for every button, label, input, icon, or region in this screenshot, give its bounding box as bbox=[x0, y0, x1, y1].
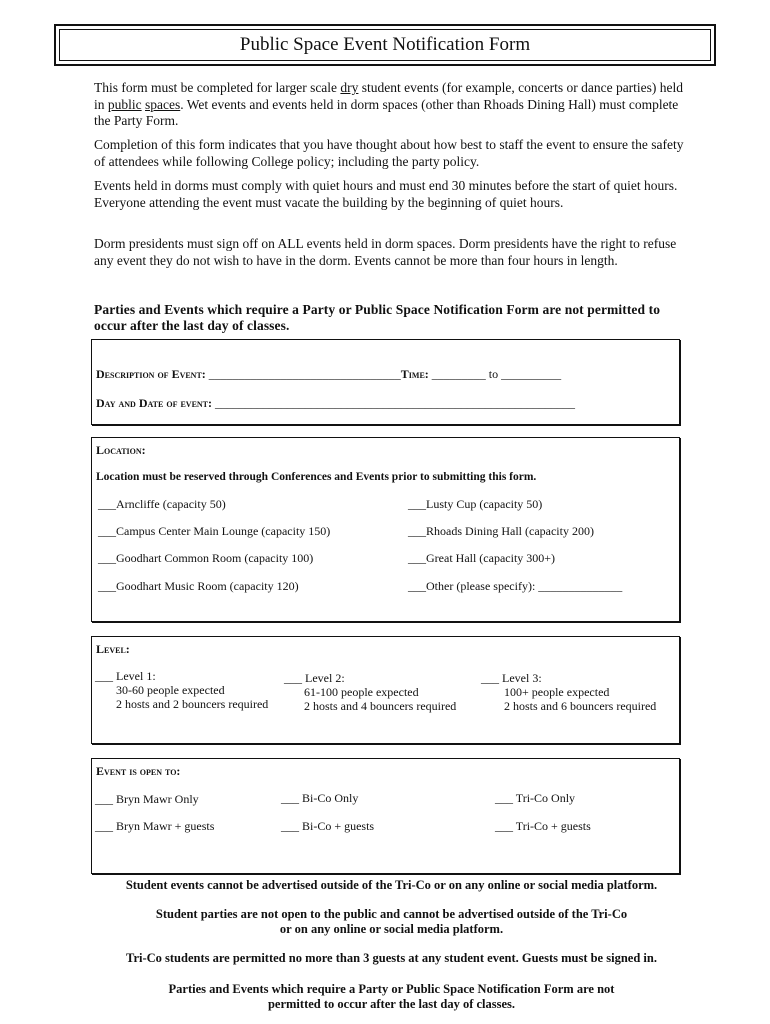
level-2-staff: 2 hosts and 4 bouncers required bbox=[304, 699, 457, 713]
open-to-bryn-mawr-only[interactable]: ___ Bryn Mawr Only bbox=[95, 792, 199, 806]
open-to-heading: Event is open to: bbox=[96, 764, 181, 778]
open-to-tri-co-only[interactable]: ___ Tri-Co Only bbox=[495, 791, 576, 805]
intro-text: student events (for example, concerts or dance parties) held in bbox=[94, 80, 684, 112]
level-1-option[interactable] bbox=[95, 669, 268, 711]
location-option-great-hall[interactable]: ___Great Hall (capacity 300+) bbox=[408, 551, 556, 565]
footer-note-public bbox=[94, 907, 689, 937]
date-row bbox=[96, 396, 575, 411]
open-to-tri-co-guests[interactable]: ___ Tri-Co + guests bbox=[495, 819, 591, 833]
title-box bbox=[54, 24, 716, 66]
description-row bbox=[96, 367, 561, 382]
intro-text: Events held in dorms must comply with quiet hours and must end 30 minutes before the start of quiet hours. Everyone attending the event must vacate the building by the beginning of quiet hours. bbox=[94, 178, 678, 210]
footer-line: Student parties are not open to the public and cannot be advertised outside of the Tri-Co bbox=[155, 907, 628, 921]
location-option-goodhart-music[interactable]: ___Goodhart Music Room (capacity 120) bbox=[98, 579, 299, 593]
intro-public: public bbox=[107, 96, 142, 112]
level-1-staff: 2 hosts and 2 bouncers required bbox=[116, 697, 269, 711]
footer-note-guests: Tri-Co students are permitted no more than 3 guests at any student event. Guests must be signed in. bbox=[126, 951, 657, 965]
level-2-people: 61-100 people expected bbox=[304, 685, 419, 699]
intro-text: This form must be completed for larger scale bbox=[94, 80, 341, 95]
location-option-lusty-cup[interactable]: ___Lusty Cup (capacity 50) bbox=[408, 497, 543, 511]
location-box bbox=[91, 437, 680, 622]
location-note: Location must be reserved through Conferences and Events prior to submitting this form. bbox=[96, 471, 537, 483]
restriction-note: Parties and Events which require a Party or Public Space Notification Form are not permitted to occur after the last day of classes. bbox=[94, 302, 661, 333]
time-to-label: to bbox=[488, 367, 499, 381]
intro-text: . Wet events and events held in dorm spaces (other than Rhoads Dining Hall) must complete the Party Form. bbox=[94, 96, 679, 128]
level-1-people: 30-60 people expected bbox=[116, 683, 225, 697]
level-3-staff: 2 hosts and 6 bouncers required bbox=[504, 699, 657, 713]
open-to-bi-co-only[interactable]: ___ Bi-Co Only bbox=[281, 791, 359, 805]
location-option-other[interactable]: ___Other (please specify): ______________ bbox=[408, 579, 623, 593]
intro-text: Dorm presidents must sign off on ALL events held in dorm spaces. Dorm presidents have the right to refuse any event they do not wish to have in the dorm. Events cannot be more than four hours in length. bbox=[94, 236, 677, 268]
page-title: Public Space Event Notification Form bbox=[59, 29, 711, 61]
open-to-bryn-mawr-guests[interactable]: ___ Bryn Mawr + guests bbox=[95, 819, 215, 833]
description-field[interactable]: ________________________________ bbox=[208, 367, 401, 381]
intro-text: Completion of this form indicates that you have thought about how best to staff the event to ensure the safety of attendees while following College policy; including the party policy. bbox=[94, 137, 684, 169]
level-heading: Level: bbox=[96, 642, 130, 656]
intro-dry: dry bbox=[340, 80, 359, 95]
intro-paragraph-1 bbox=[94, 80, 684, 130]
location-option-arncliffe[interactable]: ___Arncliffe (capacity 50) bbox=[98, 497, 226, 511]
location-option-rhoads[interactable]: ___Rhoads Dining Hall (capacity 200) bbox=[408, 524, 594, 538]
footer-line: or on any online or social media platform. bbox=[279, 922, 504, 936]
description-label: Description of Event: bbox=[96, 367, 206, 381]
time-label: Time: bbox=[400, 367, 429, 381]
level-3-option[interactable] bbox=[481, 671, 656, 713]
time-start-field[interactable]: _________ bbox=[431, 367, 486, 381]
intro-paragraph-2 bbox=[94, 137, 684, 170]
date-label: Day and Date of event: bbox=[96, 396, 213, 410]
level-1-name: ___ Level 1: bbox=[95, 669, 156, 683]
footer-line: Parties and Events which require a Party or Public Space Notification Form are not bbox=[168, 982, 615, 996]
intro-paragraph-4 bbox=[94, 236, 684, 269]
date-field[interactable]: ____________________________________________________________ bbox=[215, 396, 576, 410]
location-option-goodhart-common[interactable]: ___Goodhart Common Room (capacity 100) bbox=[98, 551, 314, 565]
level-box bbox=[91, 636, 680, 744]
footer-note-advertising: Student events cannot be advertised outside of the Tri-Co or on any online or social media platform. bbox=[125, 878, 658, 892]
open-to-box bbox=[91, 758, 680, 874]
open-to-bi-co-guests[interactable]: ___ Bi-Co + guests bbox=[281, 819, 375, 833]
time-end-field[interactable]: __________ bbox=[501, 367, 562, 381]
level-2-option[interactable] bbox=[284, 671, 456, 713]
footer-line: permitted to occur after the last day of classes. bbox=[267, 997, 516, 1011]
level-2-name: ___ Level 2: bbox=[284, 671, 345, 685]
location-option-campus-center[interactable]: ___Campus Center Main Lounge (capacity 150) bbox=[98, 524, 331, 538]
level-3-name: ___ Level 3: bbox=[481, 671, 542, 685]
intro-spaces: spaces bbox=[145, 96, 181, 112]
location-heading: Location: bbox=[96, 443, 146, 457]
event-details-box bbox=[91, 339, 680, 425]
level-3-people: 100+ people expected bbox=[504, 685, 610, 699]
footer-note-last-day bbox=[94, 982, 689, 1012]
intro-paragraph-3 bbox=[94, 178, 684, 211]
